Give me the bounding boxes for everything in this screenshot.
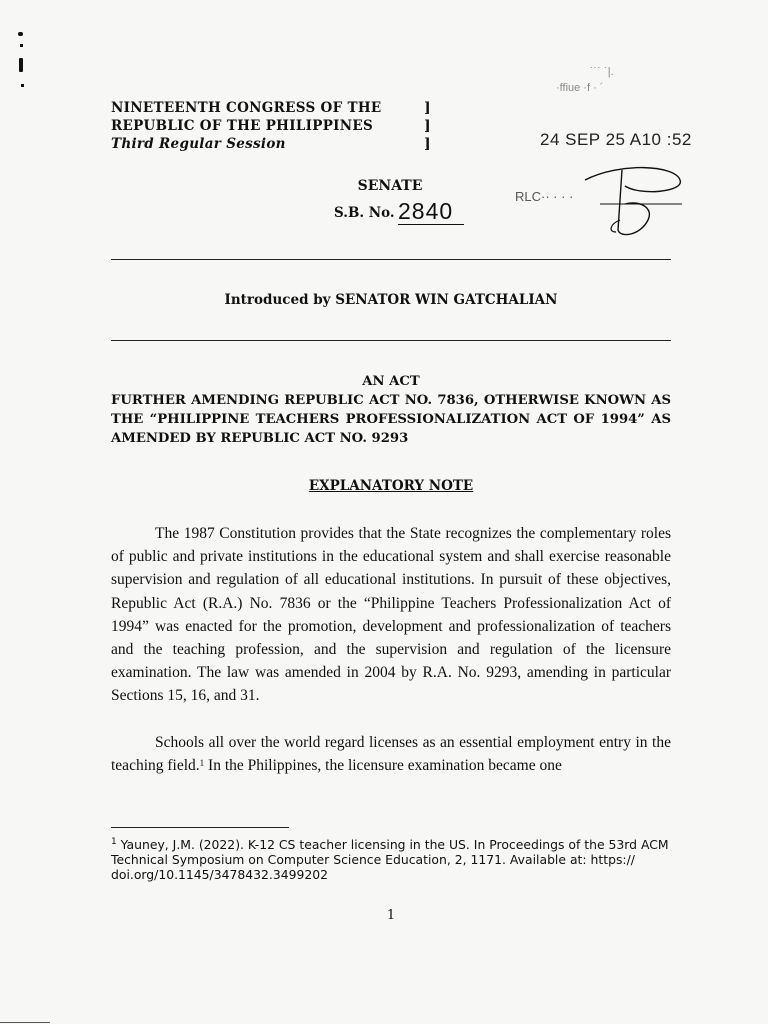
margin-mark (21, 84, 24, 87)
explanatory-note-heading: EXPLANATORY NOTE (308, 478, 474, 494)
republic-line: REPUBLIC OF THE PHILIPPINES (111, 118, 374, 134)
title-line-1: FURTHER AMENDING REPUBLIC ACT NO. 7836, OTHERWISE KNOWN AS (111, 393, 671, 408)
footnote-ref: 1 (199, 757, 205, 768)
explanatory-note-body (111, 522, 671, 777)
footnote-text: Yauney, J.M. (2022). K-12 CS teacher licensing in the US. In Proceedings of the 53rd ACM Technical Symposium on Computer Science Education, 2, 1171. Available at: https:// doi.org/10.1145/3478432.3499202 (111, 837, 669, 882)
title-line-2: THE “PHILIPPINE TEACHERS PROFESSIONALIZATION ACT OF 1994” AS (111, 412, 671, 427)
paragraph-2: Schools all over the world regard licenses as an essential employment entry in the teaching field.$^1$ In the Philippines, the licensure examination became one (111, 733, 671, 774)
act-label: AN ACT (362, 374, 420, 389)
bill-number-label: S.B. No. (334, 205, 395, 221)
title-line-3: AMENDED BY REPUBLIC ACT NO. 9293 (111, 431, 409, 446)
stamp-faint-text-2: ·ffiue ·f · ´ (556, 82, 604, 94)
divider (111, 340, 671, 341)
congress-line: NINETEENTH CONGRESS OF THE (111, 100, 382, 116)
margin-mark (19, 58, 23, 72)
bill-title (111, 372, 671, 448)
congress-header (111, 99, 381, 153)
session-line: Third Regular Session (111, 136, 286, 152)
margin-mark (20, 44, 23, 47)
footnote-marker: 1 (111, 837, 117, 847)
received-date-stamp: 24 SEP 25 A10 :52 (540, 130, 692, 149)
margin-mark (18, 32, 23, 36)
signature-scribble (580, 160, 690, 240)
bill-number: 2840 (398, 198, 464, 225)
header-brackets: ] ] ] (424, 100, 431, 152)
chamber-label: SENATE (357, 178, 423, 194)
footnote-separator (111, 827, 289, 828)
divider (111, 259, 671, 260)
introduced-by: Introduced by SENATOR WIN GATCHALIAN (224, 292, 558, 308)
scan-edge (0, 1022, 50, 1023)
page-number: 1 (386, 908, 396, 923)
stamp-faint-text: ˙˙˙ ˙|. (590, 66, 614, 78)
received-by-text: RLC·· · · · (515, 189, 574, 204)
paragraph-1: The 1987 Constitution provides that the State recognizes the complementary roles of public and private institutions in the educational system and shall exercise reasonable supervision and regulation of all educational institutions. In pursuit of these objectives, Republic Act (R.A.) No. 7836 or the “Philippine Teachers Professionalization Act of 1994” was enacted for the promotion, development and professionalization of teachers and the teaching profession, and the supervision and regulation of the licensure examination. The law was amended in 2004 by R.A. No. 9293, amending in particular Sections 15, 16, and 31. (111, 525, 671, 705)
footnote (111, 837, 671, 882)
